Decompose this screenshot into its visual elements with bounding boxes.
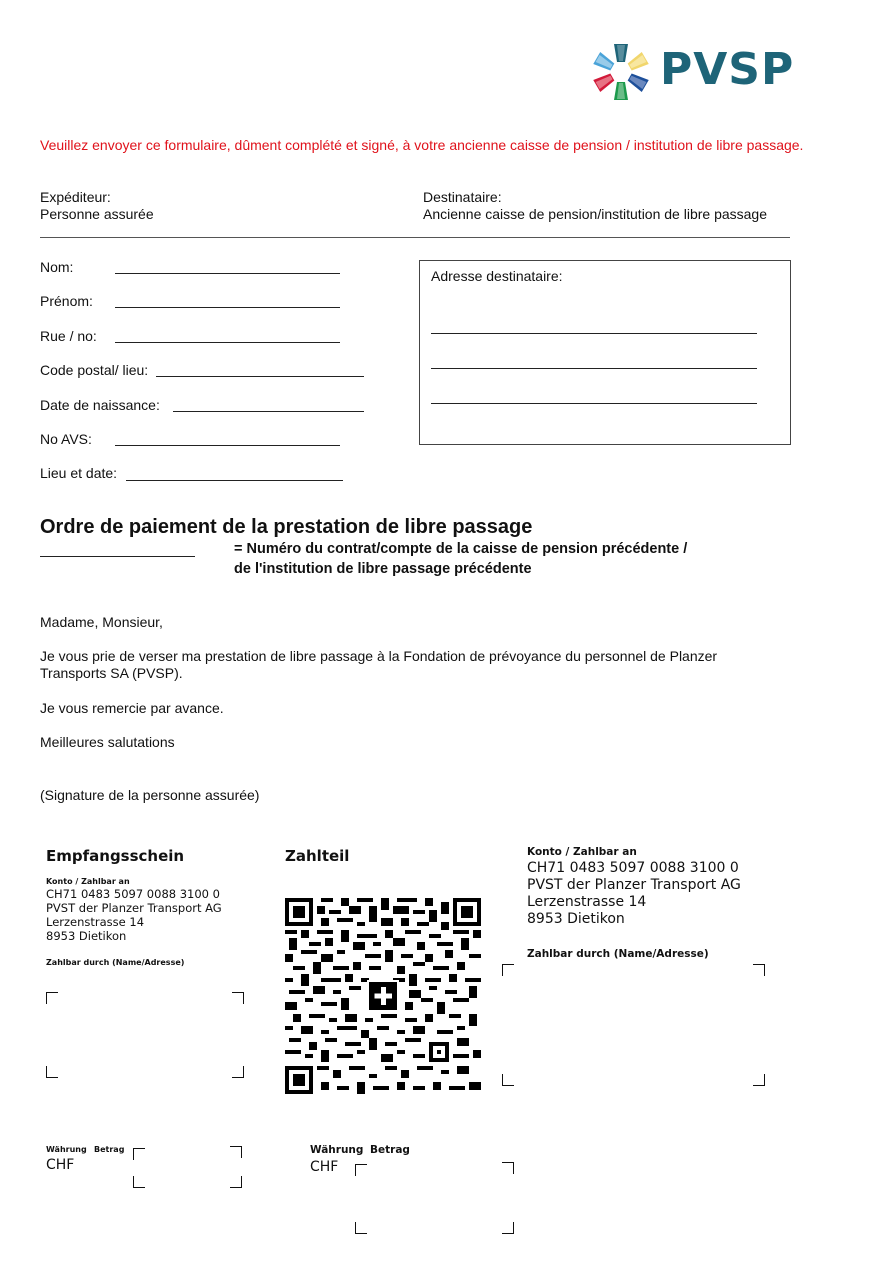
payment-currency: CHF <box>310 1159 339 1175</box>
instruction-text: Veuillez envoyer ce formulaire, dûment complété et signé, à votre ancienne caisse de pension / institution de libre passage. <box>40 137 804 153</box>
receipt-payable-by-label: Zahlbar durch (Name/Adresse) <box>46 958 185 967</box>
field-label-lieu-date: Lieu et date: <box>40 465 118 481</box>
field-label-prenom: Prénom: <box>40 293 93 309</box>
receipt-currency: CHF <box>46 1157 75 1173</box>
contract-number-input[interactable] <box>40 556 195 557</box>
recipient-address-box <box>419 260 791 445</box>
address-line-2[interactable] <box>431 368 757 369</box>
closing-text: Meilleures salutations <box>40 734 175 750</box>
avs-input[interactable] <box>115 445 340 446</box>
receipt-iban: CH71 0483 5097 0088 3100 0 <box>46 887 220 901</box>
date-naissance-input[interactable] <box>173 411 364 412</box>
receipt-creditor-name: PVST der Planzer Transport AG <box>46 901 222 915</box>
nom-input[interactable] <box>115 273 340 274</box>
pvsp-logo <box>590 42 800 102</box>
swiss-qr-code-icon <box>285 898 481 1094</box>
payment-account-label: Konto / Zahlbar an <box>527 846 637 858</box>
payment-creditor-name: PVST der Planzer Transport AG <box>527 877 741 893</box>
receipt-title: Empfangsschein <box>46 847 185 865</box>
field-label-nom: Nom: <box>40 259 74 275</box>
payment-payable-by-label: Zahlbar durch (Name/Adresse) <box>527 948 709 960</box>
field-label-avs: No AVS: <box>40 431 92 447</box>
payment-part-title: Zahlteil <box>285 847 350 865</box>
address-line-1[interactable] <box>431 333 757 334</box>
divider <box>40 237 790 238</box>
lieu-date-input[interactable] <box>126 480 343 481</box>
payment-currency-label: Währung <box>310 1144 364 1156</box>
prenom-input[interactable] <box>115 307 340 308</box>
payment-iban: CH71 0483 5097 0088 3100 0 <box>527 860 739 876</box>
contract-desc-line2: de l'institution de libre passage précédente <box>234 561 532 577</box>
sender-value: Personne assurée <box>40 206 154 222</box>
field-label-date-naissance: Date de naissance: <box>40 397 160 413</box>
logo-text: PVSP <box>660 44 795 95</box>
receipt-creditor-street: Lerzenstrasse 14 <box>46 915 145 929</box>
signature-label: (Signature de la personne assurée) <box>40 787 260 803</box>
receipt-currency-label: Währung <box>46 1145 87 1154</box>
receipt-creditor-city: 8953 Dietikon <box>46 929 127 943</box>
address-box-label: Adresse destinataire: <box>431 268 563 284</box>
order-title: Ordre de paiement de la prestation de libre passage <box>40 516 533 538</box>
recipient-label: Destinataire: <box>423 189 502 205</box>
recipient-value: Ancienne caisse de pension/institution de libre passage <box>423 206 768 222</box>
sender-label: Expéditeur: <box>40 189 111 205</box>
thanks-text: Je vous remercie par avance. <box>40 700 224 716</box>
payment-creditor-city: 8953 Dietikon <box>527 911 625 927</box>
salutation: Madame, Monsieur, <box>40 614 163 630</box>
payment-creditor-street: Lerzenstrasse 14 <box>527 894 647 910</box>
field-label-rue: Rue / no: <box>40 328 97 344</box>
address-line-3[interactable] <box>431 403 757 404</box>
receipt-amount-label: Betrag <box>94 1145 125 1154</box>
letter-body: Je vous prie de verser ma prestation de libre passage à la Fondation de prévoyance du personnel de Planzer Transports SA (PVSP). <box>40 648 718 681</box>
field-label-code-postal: Code postal/ lieu: <box>40 362 149 378</box>
code-postal-input[interactable] <box>156 376 364 377</box>
payment-amount-label: Betrag <box>370 1144 410 1156</box>
contract-desc-line1: = Numéro du contrat/compte de la caisse de pension précédente / <box>234 541 688 557</box>
flower-logo-icon <box>590 42 652 102</box>
receipt-account-label: Konto / Zahlbar an <box>46 877 130 886</box>
rue-input[interactable] <box>115 342 340 343</box>
